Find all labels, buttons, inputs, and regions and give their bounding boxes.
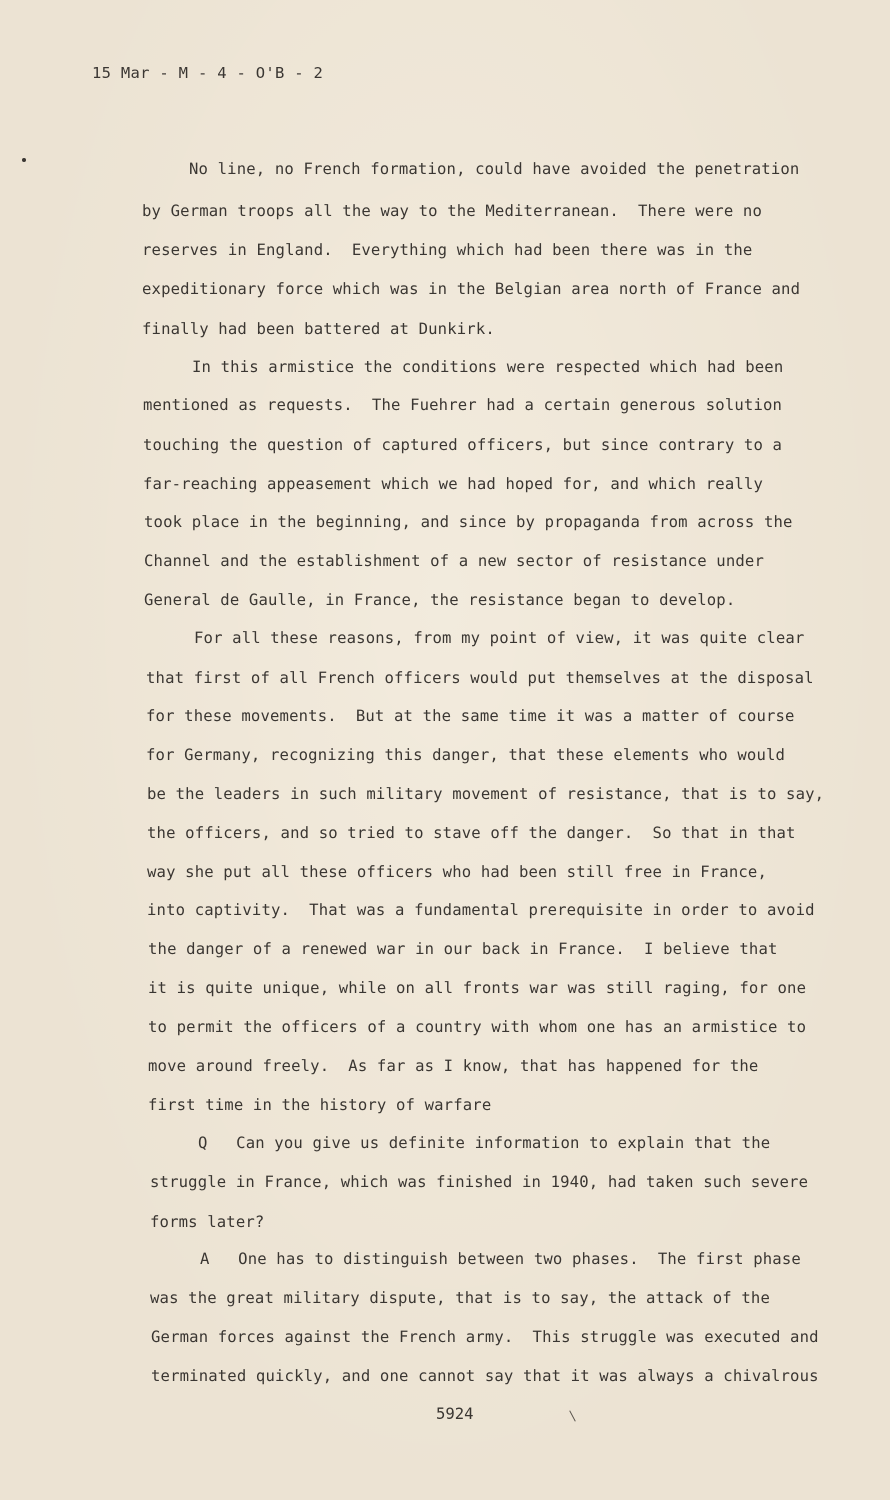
text-line: General de Gaulle, in France, the resistance began to develop.	[144, 591, 736, 609]
text-line: took place in the beginning, and since by propaganda from across the	[144, 513, 793, 531]
text-line: for these movements. But at the same time it was a matter of course	[146, 707, 795, 725]
margin-mark	[22, 158, 26, 162]
page-number: 5924	[436, 1405, 474, 1423]
text-line: In this armistice the conditions were respected which had been	[192, 358, 784, 376]
pen-tick-mark	[569, 1410, 576, 1421]
text-line: touching the question of captured officers, but since contrary to a	[143, 436, 783, 454]
text-line: was the great military dispute, that is to say, the attack of the	[150, 1289, 770, 1307]
text-line: be the leaders in such military movement of resistance, that is to say,	[147, 785, 825, 803]
text-line: it is quite unique, while on all fronts war was still raging, for one	[148, 979, 807, 997]
text-line: terminated quickly, and one cannot say that it was always a chivalrous	[151, 1367, 819, 1385]
text-line: finally had been battered at Dunkirk.	[142, 320, 495, 338]
document-reference-header: 15 Mar - M - 4 - O'B - 2	[92, 64, 324, 82]
text-line: to permit the officers of a country with whom one has an armistice to	[148, 1018, 807, 1036]
text-line: Q Can you give us definite information to explain that the	[198, 1134, 771, 1152]
text-line: struggle in France, which was finished in 1940, had taken such severe	[150, 1173, 809, 1191]
text-line: the danger of a renewed war in our back in France. I believe that	[148, 940, 778, 958]
text-line: move around freely. As far as I know, that has happened for the	[148, 1057, 759, 1075]
text-line: German forces against the French army. This struggle was executed and	[151, 1328, 819, 1346]
text-line: into captivity. That was a fundamental prerequisite in order to avoid	[147, 901, 815, 919]
text-line: the officers, and so tried to stave off the danger. So that in that	[147, 824, 796, 842]
text-line: first time in the history of warfare	[148, 1096, 492, 1114]
text-line: expeditionary force which was in the Belgian area north of France and	[142, 280, 801, 298]
text-line: For all these reasons, from my point of view, it was quite clear	[194, 629, 805, 647]
text-line: A One has to distinguish between two phases. The first phase	[200, 1250, 801, 1268]
text-line: forms later?	[150, 1213, 265, 1231]
text-line: No line, no French formation, could have avoided the penetration	[189, 160, 800, 178]
text-line: for Germany, recognizing this danger, that these elements who would	[146, 746, 786, 764]
text-line: that first of all French officers would put themselves at the disposal	[146, 669, 814, 687]
text-line: far-reaching appeasement which we had hoped for, and which really	[143, 475, 763, 493]
text-line: Channel and the establishment of a new sector of resistance under	[144, 552, 764, 570]
text-line: mentioned as requests. The Fuehrer had a certain generous solution	[143, 396, 783, 414]
text-line: way she put all these officers who had been still free in France,	[147, 863, 767, 881]
text-line: by German troops all the way to the Mediterranean. There were no	[142, 202, 762, 220]
text-line: reserves in England. Everything which had been there was in the	[142, 241, 753, 259]
